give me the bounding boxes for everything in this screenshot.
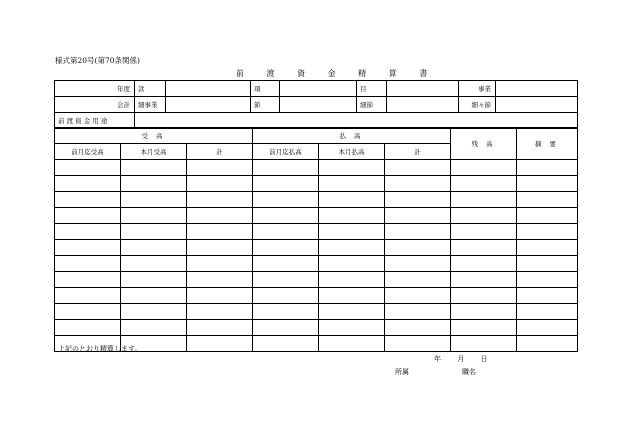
- field-jigyo[interactable]: [496, 81, 578, 97]
- label-kaikei: 会計: [55, 97, 135, 113]
- table-cell[interactable]: [187, 304, 253, 320]
- label-nendo: 年度: [55, 81, 135, 97]
- table-cell[interactable]: [451, 224, 517, 240]
- header-prev-received: 前月迄受高: [55, 144, 121, 160]
- table-cell[interactable]: [451, 272, 517, 288]
- table-cell[interactable]: [517, 256, 578, 272]
- table-cell[interactable]: [517, 288, 578, 304]
- table-cell[interactable]: [319, 256, 385, 272]
- table-cell[interactable]: [187, 192, 253, 208]
- label-kou: 項: [251, 81, 280, 97]
- table-cell[interactable]: [121, 240, 187, 256]
- table-cell[interactable]: [253, 176, 319, 192]
- table-row: [55, 192, 578, 208]
- table-cell[interactable]: [451, 304, 517, 320]
- field-setsu[interactable]: [280, 97, 357, 113]
- table-cell[interactable]: [385, 160, 451, 176]
- table-cell[interactable]: [187, 288, 253, 304]
- label-kan: 款: [135, 81, 166, 97]
- table-cell[interactable]: [55, 288, 121, 304]
- table-row: [55, 224, 578, 240]
- table-cell[interactable]: [517, 160, 578, 176]
- table-cell[interactable]: [187, 160, 253, 176]
- table-cell[interactable]: [517, 272, 578, 288]
- group-header-row: [55, 128, 578, 144]
- table-cell[interactable]: [187, 336, 253, 352]
- form-number: 様式第20号(第70条関係): [55, 56, 140, 65]
- field-saijigyo[interactable]: [166, 97, 251, 113]
- table-cell[interactable]: [319, 192, 385, 208]
- field-saisetsu[interactable]: [387, 97, 459, 113]
- table-cell[interactable]: [55, 208, 121, 224]
- table-cell[interactable]: [451, 208, 517, 224]
- table-cell[interactable]: [121, 160, 187, 176]
- table-cell[interactable]: [517, 192, 578, 208]
- table-cell[interactable]: [451, 240, 517, 256]
- table-cell[interactable]: [187, 272, 253, 288]
- table-cell[interactable]: [385, 336, 451, 352]
- table-cell[interactable]: [253, 272, 319, 288]
- table-cell[interactable]: [55, 256, 121, 272]
- table-cell[interactable]: [385, 240, 451, 256]
- table-cell[interactable]: [55, 160, 121, 176]
- table-cell[interactable]: [385, 224, 451, 240]
- table-row: [55, 176, 578, 192]
- table-row: [55, 256, 578, 272]
- table-cell[interactable]: [385, 288, 451, 304]
- account-row-2: [55, 97, 578, 113]
- table-cell[interactable]: [451, 176, 517, 192]
- table-cell[interactable]: [451, 336, 517, 352]
- label-saisaisetsu: 細々節: [459, 97, 496, 113]
- table-cell[interactable]: [253, 336, 319, 352]
- table-cell[interactable]: [253, 208, 319, 224]
- table-cell[interactable]: [319, 288, 385, 304]
- table-cell[interactable]: [319, 240, 385, 256]
- table-cell[interactable]: [385, 256, 451, 272]
- table-cell[interactable]: [517, 304, 578, 320]
- table-cell[interactable]: [517, 176, 578, 192]
- table-cell[interactable]: [253, 160, 319, 176]
- field-saisaisetsu[interactable]: [496, 97, 578, 113]
- table-cell[interactable]: [121, 256, 187, 272]
- label-setsu: 節: [251, 97, 280, 113]
- account-table: [54, 80, 578, 129]
- header-paid: 払 高: [253, 128, 451, 144]
- table-cell[interactable]: [451, 288, 517, 304]
- table-cell[interactable]: [253, 304, 319, 320]
- date-day: 日: [480, 355, 488, 363]
- table-cell[interactable]: [55, 240, 121, 256]
- table-cell[interactable]: [451, 256, 517, 272]
- table-cell[interactable]: [187, 208, 253, 224]
- table-cell[interactable]: [319, 320, 385, 336]
- document-title: 前 渡 資 金 精 算 書: [236, 69, 438, 78]
- table-cell[interactable]: [187, 224, 253, 240]
- table-cell[interactable]: [253, 256, 319, 272]
- label-moku: 目: [357, 81, 387, 97]
- table-cell[interactable]: [385, 176, 451, 192]
- table-cell[interactable]: [121, 320, 187, 336]
- table-cell[interactable]: [187, 320, 253, 336]
- table-cell[interactable]: [319, 176, 385, 192]
- label-saisetsu: 細節: [357, 97, 387, 113]
- label-saijigyo: 細事業: [135, 97, 166, 113]
- table-cell[interactable]: [451, 160, 517, 176]
- table-cell[interactable]: [253, 320, 319, 336]
- field-moku[interactable]: [387, 81, 459, 97]
- table-cell[interactable]: [187, 256, 253, 272]
- table-cell[interactable]: [517, 336, 578, 352]
- table-cell[interactable]: [319, 224, 385, 240]
- table-cell[interactable]: [55, 320, 121, 336]
- table-cell[interactable]: [517, 240, 578, 256]
- table-cell[interactable]: [319, 336, 385, 352]
- table-cell[interactable]: [451, 320, 517, 336]
- header-balance: 残 高: [451, 128, 517, 160]
- table-cell[interactable]: [517, 208, 578, 224]
- table-cell[interactable]: [253, 192, 319, 208]
- table-cell[interactable]: [121, 224, 187, 240]
- position-label: 職名: [462, 368, 476, 376]
- settlement-note: 上記のとおり精算します。: [58, 345, 142, 353]
- field-kou[interactable]: [280, 81, 357, 97]
- table-cell[interactable]: [121, 208, 187, 224]
- table-cell[interactable]: [187, 240, 253, 256]
- table-cell[interactable]: [253, 288, 319, 304]
- table-cell[interactable]: [385, 272, 451, 288]
- date-month: 月: [457, 355, 465, 363]
- table-cell[interactable]: [385, 208, 451, 224]
- date-year: 年: [434, 355, 441, 363]
- header-this-received: 本月受高: [121, 144, 187, 160]
- table-cell[interactable]: [385, 320, 451, 336]
- table-cell[interactable]: [451, 192, 517, 208]
- label-jigyo: 事業: [459, 81, 496, 97]
- table-cell[interactable]: [121, 192, 187, 208]
- table-row: [55, 272, 578, 288]
- header-this-paid: 本月払高: [319, 144, 385, 160]
- table-cell[interactable]: [187, 176, 253, 192]
- table-cell[interactable]: [55, 176, 121, 192]
- affiliation-label: 所属: [395, 368, 409, 376]
- table-cell[interactable]: [385, 192, 451, 208]
- field-kan[interactable]: [166, 81, 251, 97]
- table-cell[interactable]: [319, 160, 385, 176]
- table-cell[interactable]: [253, 224, 319, 240]
- table-cell[interactable]: [121, 176, 187, 192]
- table-cell[interactable]: [55, 272, 121, 288]
- table-cell[interactable]: [55, 224, 121, 240]
- account-row-1: [55, 81, 578, 97]
- table-cell[interactable]: [253, 240, 319, 256]
- table-cell[interactable]: [121, 304, 187, 320]
- table-row: [55, 240, 578, 256]
- table-cell[interactable]: [121, 272, 187, 288]
- table-cell[interactable]: [517, 320, 578, 336]
- table-row: [55, 320, 578, 336]
- table-cell[interactable]: [319, 272, 385, 288]
- table-row: [55, 208, 578, 224]
- table-cell[interactable]: [319, 208, 385, 224]
- table-row: [55, 304, 578, 320]
- table-cell[interactable]: [319, 304, 385, 320]
- header-remarks: 摘 要: [517, 128, 578, 160]
- header-prev-paid: 前月迄払高: [253, 144, 319, 160]
- header-received: 受 高: [55, 128, 253, 144]
- table-cell[interactable]: [385, 304, 451, 320]
- settlement-table: [54, 127, 578, 352]
- table-cell[interactable]: [55, 192, 121, 208]
- label-purpose: 前 渡 資 金 用 途: [55, 113, 135, 129]
- header-paid-total: 計: [385, 144, 451, 160]
- date-line: [434, 355, 501, 364]
- table-cell[interactable]: [121, 288, 187, 304]
- table-row: [55, 288, 578, 304]
- table-cell[interactable]: [55, 304, 121, 320]
- table-row: [55, 160, 578, 176]
- table-cell[interactable]: [517, 224, 578, 240]
- header-received-total: 計: [187, 144, 253, 160]
